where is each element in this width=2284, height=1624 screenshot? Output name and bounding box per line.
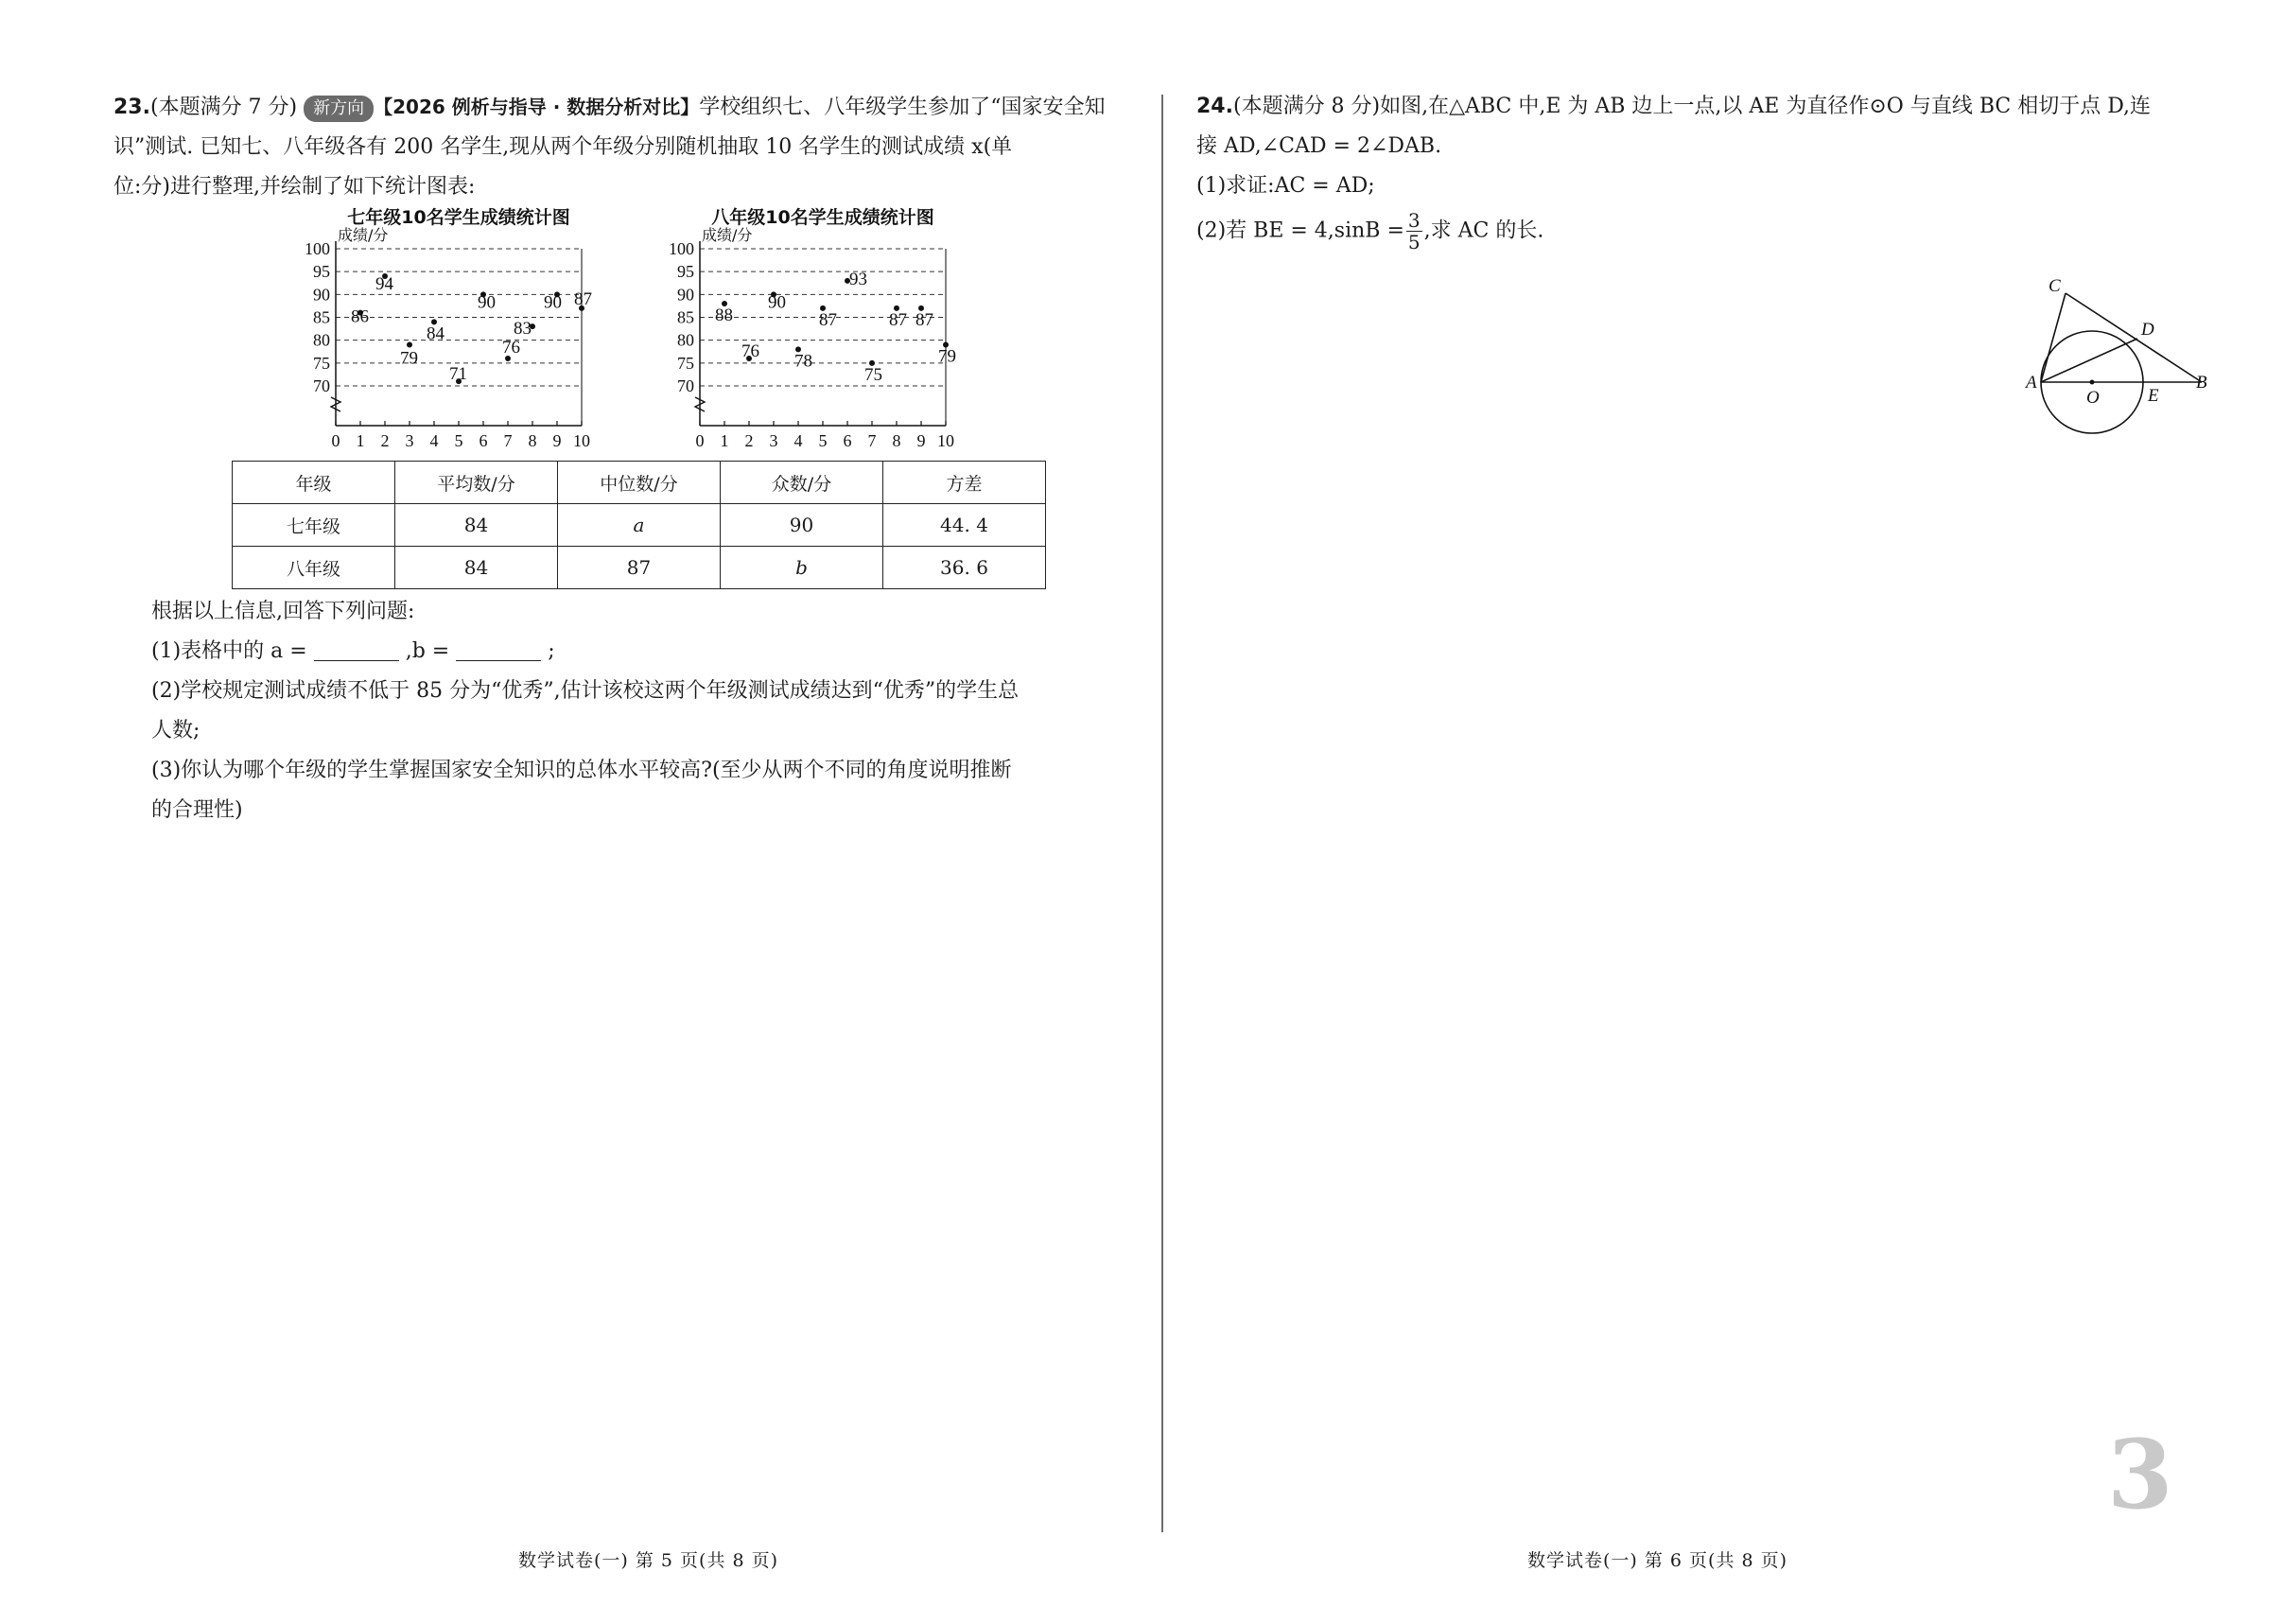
table-cell: 84: [395, 504, 558, 547]
x-tick-label: 10: [573, 431, 590, 450]
q24-part2-prefix: (2)若 BE = 4,sinB =: [1196, 218, 1404, 243]
x-tick-label: 5: [818, 431, 828, 450]
page-mark: 3: [2107, 1419, 2173, 1530]
table-header: 众数/分: [721, 462, 883, 504]
table-header: 平均数/分: [395, 462, 558, 504]
y-tick-label: 90: [313, 285, 330, 305]
data-label: 79: [400, 348, 418, 369]
data-label: 71: [449, 364, 467, 385]
data-label: 84: [427, 323, 445, 344]
answer-blank-b[interactable]: [456, 637, 541, 661]
q23-stem-line3: 位:分)进行整理,并绘制了如下统计图表:: [113, 175, 476, 199]
x-tick-label: 7: [503, 431, 513, 450]
table-header-row: [233, 462, 1046, 504]
x-tick-label: 3: [769, 431, 778, 450]
y-tick-label: 75: [677, 353, 694, 373]
data-label: 88: [715, 306, 733, 325]
label-d: D: [2141, 320, 2154, 340]
data-label: 75: [864, 364, 882, 385]
x-tick-label: 9: [552, 431, 562, 450]
footer-left: 数学试卷(一) 第 5 页(共 8 页): [518, 1550, 779, 1571]
table-cell: 七年级: [233, 504, 395, 547]
x-tick-label: 0: [695, 431, 705, 450]
q24-part2: [1196, 210, 2218, 253]
label-o: O: [2086, 388, 2100, 408]
x-tick-label: 6: [843, 431, 852, 450]
q24-stem: [1196, 87, 2218, 127]
x-tick-label: 4: [793, 431, 803, 450]
x-tick-label: 6: [479, 431, 488, 450]
q23-part1-end: ;: [548, 639, 555, 663]
sin-fraction: [1406, 210, 1422, 253]
page-divider: [1161, 95, 1163, 1532]
x-tick-label: 7: [867, 431, 877, 450]
table-cell: 84: [395, 547, 558, 589]
data-point: [407, 342, 412, 348]
q23-stem-line1: 学校组织七、八年级学生参加了“国家安全知: [699, 96, 1106, 119]
fraction-denominator: 5: [1407, 231, 1421, 253]
x-tick-label: 1: [720, 431, 729, 450]
q23-tag: 【2026 例析与指导 · 数据分析对比】: [374, 96, 700, 118]
data-label: 79: [938, 346, 956, 367]
table-header: 中位数/分: [558, 462, 721, 504]
y-axis-label: 成绩/分: [338, 226, 389, 244]
x-tick-label: 4: [429, 431, 439, 450]
table-cell: a: [558, 504, 721, 547]
y-tick-label: 100: [669, 239, 694, 258]
data-label: 94: [375, 274, 393, 294]
axis-break: [695, 397, 705, 411]
table-header: 年级: [233, 462, 395, 504]
table-cell: 87: [558, 547, 721, 589]
data-label: 87: [889, 309, 907, 330]
x-tick-label: 5: [454, 431, 463, 450]
y-tick-label: 85: [677, 307, 694, 327]
q24-stem-line2: 接 AD,∠CAD = 2∠DAB.: [1196, 134, 1442, 158]
table-row: [233, 547, 1046, 589]
q23-part1-prefix: (1)表格中的 a =: [151, 639, 307, 663]
table-cell: 90: [721, 504, 883, 547]
axis-break: [331, 397, 340, 411]
data-label: 90: [544, 292, 562, 313]
q23-number: 23.: [113, 96, 150, 119]
x-tick-label: 8: [528, 431, 537, 450]
q23-intro: 根据以上信息,回答下列问题:: [151, 600, 415, 623]
data-label: 87: [819, 309, 837, 330]
data-label: 87: [574, 288, 592, 309]
table-row: [233, 504, 1046, 547]
y-tick-label: 90: [677, 285, 694, 305]
table-cell: 44. 4: [883, 504, 1046, 547]
x-tick-label: 2: [380, 431, 390, 450]
x-tick-label: 1: [356, 431, 365, 450]
data-label: 78: [794, 351, 812, 372]
geometry-figure: [2013, 272, 2211, 443]
data-label: 93: [849, 269, 867, 289]
x-tick-label: 10: [937, 431, 954, 450]
q23-part1: [151, 632, 1135, 672]
data-label: 90: [478, 292, 496, 313]
fraction-numerator: 3: [1407, 209, 1421, 232]
q24-number: 24.: [1196, 95, 1233, 118]
data-label: 86: [351, 306, 369, 327]
data-label: 76: [741, 341, 759, 361]
segment-cb: [2066, 293, 2202, 382]
y-tick-label: 95: [313, 262, 330, 282]
score-charts: [236, 206, 1069, 457]
q23-points: (本题满分 7 分): [149, 96, 298, 119]
q24-points: (本题满分 8 分): [1232, 95, 1381, 118]
y-tick-label: 70: [313, 376, 330, 395]
data-label: 83: [514, 319, 532, 340]
question-24: [1196, 87, 2218, 253]
segment-ad: [2041, 339, 2137, 382]
data-label: 90: [768, 292, 786, 313]
q23-stem-line2: 识”测试. 已知七、八年级各有 200 名学生,现从两个年级分别随机抽取 10 名学生的测试成绩 x(单: [113, 135, 1013, 159]
q23-part2-line2: 人数;: [151, 719, 201, 742]
y-tick-label: 95: [677, 262, 694, 282]
x-tick-label: 0: [331, 431, 340, 450]
chart-title: 七年级10名学生成绩统计图: [347, 207, 570, 228]
x-tick-label: 3: [405, 431, 414, 450]
y-tick-label: 80: [677, 330, 694, 350]
question-23: [113, 87, 1125, 207]
table-cell: 八年级: [233, 547, 395, 589]
x-tick-label: 8: [892, 431, 901, 450]
q24-stem-line1: 如图,在△ABC 中,E 为 AB 边上一点,以 AE 为直径作⊙O 与直线 BC 相切于点 D,连: [1380, 95, 2152, 118]
x-tick-label: 9: [916, 431, 926, 450]
table-cell: b: [721, 547, 883, 589]
y-tick-label: 70: [677, 376, 694, 395]
table-cell: 36. 6: [883, 547, 1046, 589]
chart-title: 八年级10名学生成绩统计图: [711, 207, 934, 228]
footer-right: 数学试卷(一) 第 6 页(共 8 页): [1527, 1550, 1788, 1571]
label-c: C: [2049, 276, 2061, 296]
q23-part3-line1: (3)你认为哪个年级的学生掌握国家安全知识的总体水平较高?(至少从两个不同的角度说明推断: [151, 759, 1012, 782]
y-tick-label: 100: [305, 239, 330, 258]
label-b: B: [2196, 373, 2207, 393]
q23-part1-mid: ,b =: [405, 639, 450, 663]
q23-stem: [113, 87, 1125, 128]
label-e: E: [2148, 386, 2159, 406]
answer-blank-a[interactable]: [314, 637, 399, 661]
y-tick-label: 80: [313, 330, 330, 350]
x-tick-label: 2: [744, 431, 754, 450]
segment-ac: [2041, 293, 2066, 382]
center-point: [2090, 380, 2095, 385]
table-header: 方差: [883, 462, 1046, 504]
q24-part1: (1)求证:AC = AD;: [1196, 174, 1375, 198]
new-direction-badge: 新方向: [304, 96, 374, 122]
q23-part2-line1: (2)学校规定测试成绩不低于 85 分为“优秀”,估计该校这两个年级测试成绩达到“优秀”的学生总: [151, 679, 1020, 703]
y-tick-label: 75: [313, 353, 330, 373]
stats-table: [232, 461, 1046, 589]
q24-part2-suffix: ,求 AC 的长.: [1423, 218, 1544, 243]
data-label: 76: [502, 338, 520, 358]
y-axis-label: 成绩/分: [702, 226, 753, 244]
data-label: 87: [915, 309, 933, 330]
q23-subquestions: [151, 592, 1135, 830]
q23-part3-line2: 的合理性): [151, 798, 243, 822]
y-tick-label: 85: [313, 307, 330, 327]
label-a: A: [2026, 373, 2037, 393]
